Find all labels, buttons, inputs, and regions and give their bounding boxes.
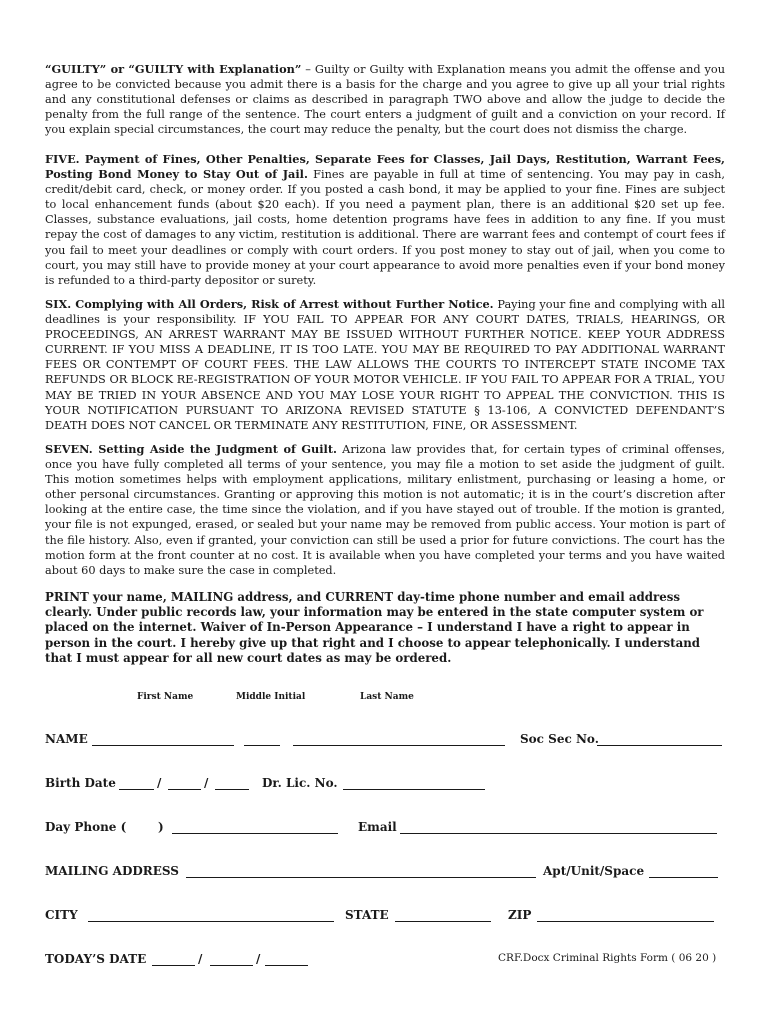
ssn-label: Soc Sec No. [520,732,599,746]
todays-month-line[interactable] [152,965,195,966]
mailing-address-row [45,864,725,882]
dr-lic-label: Dr. Lic. No. [262,776,338,790]
last-name-line[interactable] [293,745,505,746]
state-label: STATE [345,908,389,922]
dr-lic-line[interactable] [343,789,485,790]
guilty-paragraph [45,62,725,137]
first-name-line[interactable] [92,745,234,746]
email-line[interactable] [400,833,717,834]
birth-date-row [45,776,725,794]
name-row [45,732,725,750]
city-row [45,908,725,926]
section-six-heading: SIX. Complying with All Orders, Risk of Arrest without Further Notice. [45,297,494,311]
middle-initial-sublabel: Middle Initial [236,692,306,702]
phone-number-line[interactable] [172,833,338,834]
city-line[interactable] [88,921,334,922]
ssn-line[interactable] [597,745,722,746]
apt-label: Apt/Unit/Space [543,864,645,878]
birth-year-line[interactable] [215,789,249,790]
city-label: CITY [45,908,78,922]
mailing-address-line[interactable] [186,877,536,878]
phone-close-paren: ) [158,820,164,834]
zip-line[interactable] [537,921,714,922]
guilty-text: – Guilty or Guilty with Explanation means you admit the offense and you agree to be convicted because you admit there is a basis for the charge and you agree to give up all your trial rights and any constitutional defenses or claims as described in paragraph TWO above and allow the judge to decide the penalty from the full range of the sentence. The court enters a judgment of guilt and a conviction on your record. If you explain special circumstances, the court may reduce the penalty, but the court does not dismiss the charge. [45,63,726,137]
first-name-sublabel: First Name [137,692,194,702]
apt-line[interactable] [649,877,718,878]
birth-date-separator-2: / [204,776,209,790]
todays-day-line[interactable] [210,965,253,966]
todays-year-line[interactable] [265,965,308,966]
state-line[interactable] [395,921,491,922]
print-instructions: PRINT your name, MAILING address, and CURRENT day-time phone number and email address clearly. Under public records law, your information may be entered in the state computer system or placed on the internet. Waiver of In-Person Appearance – I understand I have a right to appear in person in the court. I hereby give up that right and I choose to appear telephonically. I understand that I must appear for all new court dates as may be ordered. [45,590,704,665]
name-label: NAME [45,732,88,746]
section-five [45,152,725,288]
guilty-heading: “GUILTY” or “GUILTY with Explanation” [45,62,302,76]
phone-row [45,820,725,838]
email-label: Email [358,820,397,834]
birth-date-label: Birth Date [45,776,116,790]
zip-label: ZIP [508,908,532,922]
middle-initial-line[interactable] [244,745,280,746]
birth-date-separator-1: / [157,776,162,790]
last-name-sublabel: Last Name [360,692,414,702]
todays-date-separator-2: / [256,952,261,966]
section-six [45,297,725,433]
todays-date-separator-1: / [198,952,203,966]
birth-month-line[interactable] [119,789,154,790]
day-phone-label: Day Phone ( [45,820,127,834]
section-seven [45,442,725,578]
section-seven-text: Arizona law provides that, for certain types of criminal offenses, once you have fully completed all terms of your sentence, you may file a motion to set aside the judgment of guilt. This motion sometimes helps with employment applications, military enlistment, purchasing or leasing a home, or other personal circumstances. Granting or approving this motion is not automatic; it is in the court’s discretion after looking at the entire case, the time since the violation, and if you have stayed out of trouble. If the motion is granted, your file is not expunged, erased, or sealed but your name may be removed from public access. Your motion is part of the file history. Also, even if granted, your conviction can still be used a prior for future convictions. The court has the motion form at the front counter at no cost. It is available when you have completed your terms and you have waited about 60 days to make sure the case in completed. [45,443,725,577]
birth-day-line[interactable] [168,789,201,790]
todays-date-label: TODAY’S DATE [45,952,147,966]
section-five-heading: FIVE. Payment of Fines, Other Penalties, Separate Fees for Classes, Jail Days, Restitution, Warrant Fees, Posting Bond Money to Stay Out of Jail. [45,152,725,182]
mailing-address-label: MAILING ADDRESS [45,864,179,878]
form-footer: CRF.Docx Criminal Rights Form ( 06 20 ) [498,952,717,964]
section-six-text: Paying your fine and complying with all deadlines is your responsibility. IF YOU FAIL TO APPEAR FOR ANY COURT DATES, TRIALS, HEARINGS, OR PROCEEDINGS, AN ARREST WARRANT MAY BE ISSUED WITHOUT FURTHER NOTICE. KEEP YOUR ADDRESS CURRENT. IF YOU MISS A DEADLINE, IT IS TOO LATE. YOU MAY BE REQUIRED TO PAY ADDITIONAL WARRANT FEES OR CONTEMPT OF COURT FEES. THE LAW ALLOWS THE COURTS TO INTERCEPT STATE INCOME TAX REFUNDS OR BLOCK RE-REGISTRATION OF YOUR MOTOR VEHICLE. IF YOU FAIL TO APPEAR FOR A TRIAL, YOU MAY BE TRIED IN YOUR ABSENCE AND YOU MAY LOSE YOUR RIGHT TO APPEAL THE CONVICTION. THIS IS YOUR NOTIFICATION PURSUANT TO ARIZONA REVISED STATUTE § 13-106, A CONVICTED DEFENDANT’S DEATH DOES NOT CANCEL OR TERMINATE ANY RESTITUTION, FINE, OR ASSESSMENT. [45,298,725,432]
section-seven-heading: SEVEN. Setting Aside the Judgment of Guilt. [45,442,337,456]
section-five-text: Fines are payable in full at time of sentencing. You may pay in cash, credit/debit card, check, or money order. If you posted a cash bond, it may be applied to your fine. Fines are subject to local enhancement funds (about $20 each). If you need a payment plan, there is an additional $20 set up fee. Classes, substance evaluations, jail costs, home detention programs have fees in addition to any fine. If you must repay the cost of damages to any victim, restitution is additional. There are warrant fees and contempt of court fees if you fail to meet your deadlines or comply with court orders. If you post money to stay out of jail, when you come to court, you may still have to provide money at your court appearance to avoid more penalties even if your bond money is refunded to a third-party depositor or surety. [45,168,725,287]
